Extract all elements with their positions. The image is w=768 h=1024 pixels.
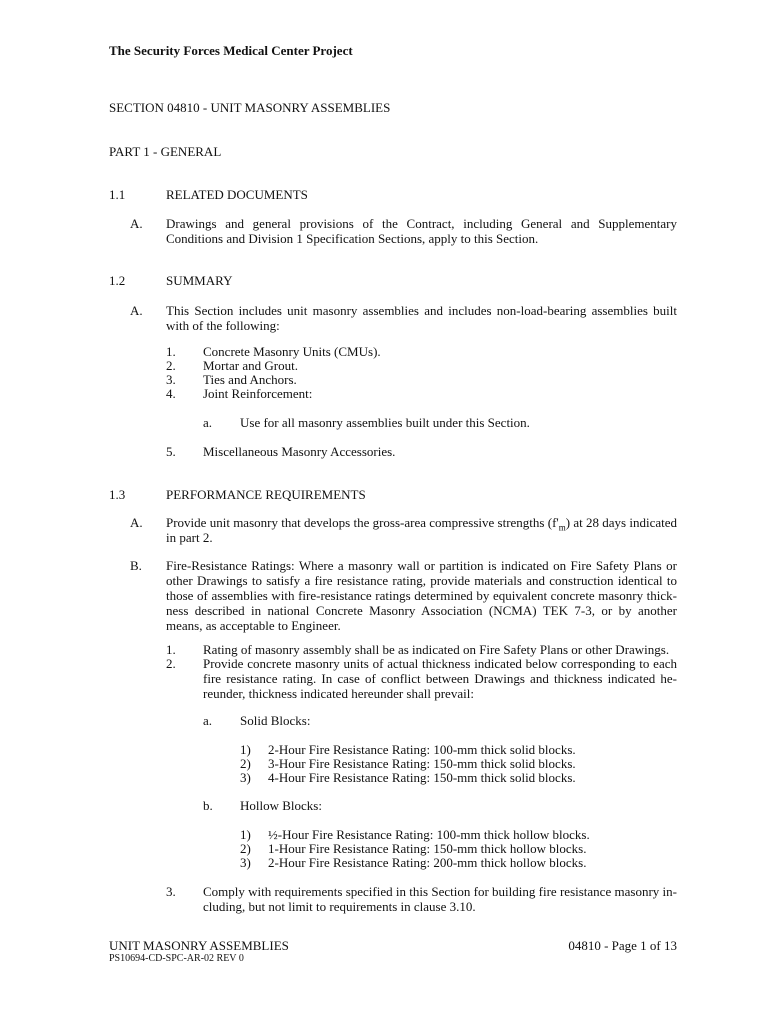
list-item-number: 1. [166, 642, 176, 657]
sub-sub-item-number: 1) [240, 742, 251, 757]
section-title: SECTION 04810 - UNIT MASONRY ASSEMBLIES [109, 100, 391, 115]
list-item-number: 5. [166, 444, 176, 459]
sub-sub-item-text: 1-Hour Fire Resistance Rating: 150-mm thick hollow blocks. [268, 841, 587, 856]
sub-item-text: Hollow Blocks: [240, 798, 322, 813]
footer-document-code: PS10694-CD-SPC-AR-02 REV 0 [109, 953, 244, 964]
sub-item-text: Use for all masonry assemblies built under this Section. [240, 415, 530, 430]
list-item-text: Provide concrete masonry units of actual thickness indicated below corresponding to each fire resistance rating. In case of conflict between Drawings and thickness indicated he-reunder, thickness indicated hereunder shall prevail: [203, 656, 677, 701]
paragraph-number: B. [130, 558, 142, 573]
list-item-text: Mortar and Grout. [203, 358, 298, 373]
paragraph-number: A. [130, 303, 143, 318]
list-item-number: 2. [166, 358, 176, 373]
sub-sub-item-number: 2) [240, 841, 251, 856]
paragraph-text: Drawings and general provisions of the Contract, including General and Supplementary Conditions and Division 1 Specification Sections, apply to this Section. [166, 216, 677, 246]
sub-sub-item-text: 3-Hour Fire Resistance Rating: 150-mm thick solid blocks. [268, 756, 576, 771]
sub-item-number: b. [203, 798, 213, 813]
list-item-text: Joint Reinforcement: [203, 386, 313, 401]
list-item-number: 1. [166, 344, 176, 359]
list-item-number: 3. [166, 372, 176, 387]
sub-sub-item-number: 2) [240, 756, 251, 771]
subscript-m: m [558, 522, 566, 533]
part-title: PART 1 - GENERAL [109, 144, 222, 159]
list-item-text: Rating of masonry assembly shall be as indicated on Fire Safety Plans or other Drawings. [203, 642, 670, 657]
sub-item-number: a. [203, 713, 213, 728]
sub-sub-item-number: 3) [240, 770, 251, 785]
list-item-number: 4. [166, 386, 176, 401]
sub-sub-item-number: 1) [240, 827, 251, 842]
article-number: 1.3 [109, 487, 126, 502]
paragraph-number: A. [130, 216, 143, 231]
sub-sub-item-text: ½-Hour Fire Resistance Rating: 100-mm thick hollow blocks. [268, 827, 590, 842]
paragraph-text: This Section includes unit masonry assemblies and includes non-load-bearing assemblies built with of the following: [166, 303, 677, 333]
paragraph-text [166, 515, 677, 545]
sub-sub-item-text: 2-Hour Fire Resistance Rating: 100-mm thick solid blocks. [268, 742, 576, 757]
footer-section-name: UNIT MASONRY ASSEMBLIES [109, 938, 289, 953]
paragraph-text-part: Provide unit masonry that develops the gross-area compressive strengths (f' [166, 515, 559, 530]
project-header: The Security Forces Medical Center Project [109, 43, 353, 58]
sub-item-number: a. [203, 415, 213, 430]
footer-page-number: 04810 - Page 1 of 13 [568, 938, 677, 953]
sub-sub-item-text: 2-Hour Fire Resistance Rating: 200-mm thick hollow blocks. [268, 855, 587, 870]
list-item-text: Ties and Anchors. [203, 372, 297, 387]
article-number: 1.2 [109, 273, 126, 288]
article-title: PERFORMANCE REQUIREMENTS [166, 487, 366, 502]
paragraph-text-part: ) at 28 days indicated in part 2. [166, 515, 678, 545]
article-title: SUMMARY [166, 273, 233, 288]
paragraph-text: Fire-Resistance Ratings: Where a masonry wall or partition is indicated on Fire Safety Plans or other Drawings to satisfy a fire resistance rating, provide materials and construction identical to those of assemblies with fire-resistance ratings determined by equivalent concrete masonry thick-ness described in national Concrete Masonry Association (NCMA) TEK 7-3, or by another means, as acceptable to Engineer. [166, 558, 677, 633]
list-item-text: Comply with requirements specified in this Section for building fire resistance masonry in-cluding, but not limit to requirements in clause 3.10. [203, 884, 677, 914]
list-item-text: Concrete Masonry Units (CMUs). [203, 344, 381, 359]
list-item-text: Miscellaneous Masonry Accessories. [203, 444, 396, 459]
sub-item-text: Solid Blocks: [240, 713, 311, 728]
list-item-number: 3. [166, 884, 176, 899]
sub-sub-item-number: 3) [240, 855, 251, 870]
article-number: 1.1 [109, 187, 126, 202]
paragraph-number: A. [130, 515, 143, 530]
sub-sub-item-text: 4-Hour Fire Resistance Rating: 150-mm thick solid blocks. [268, 770, 576, 785]
article-title: RELATED DOCUMENTS [166, 187, 308, 202]
list-item-number: 2. [166, 656, 176, 671]
